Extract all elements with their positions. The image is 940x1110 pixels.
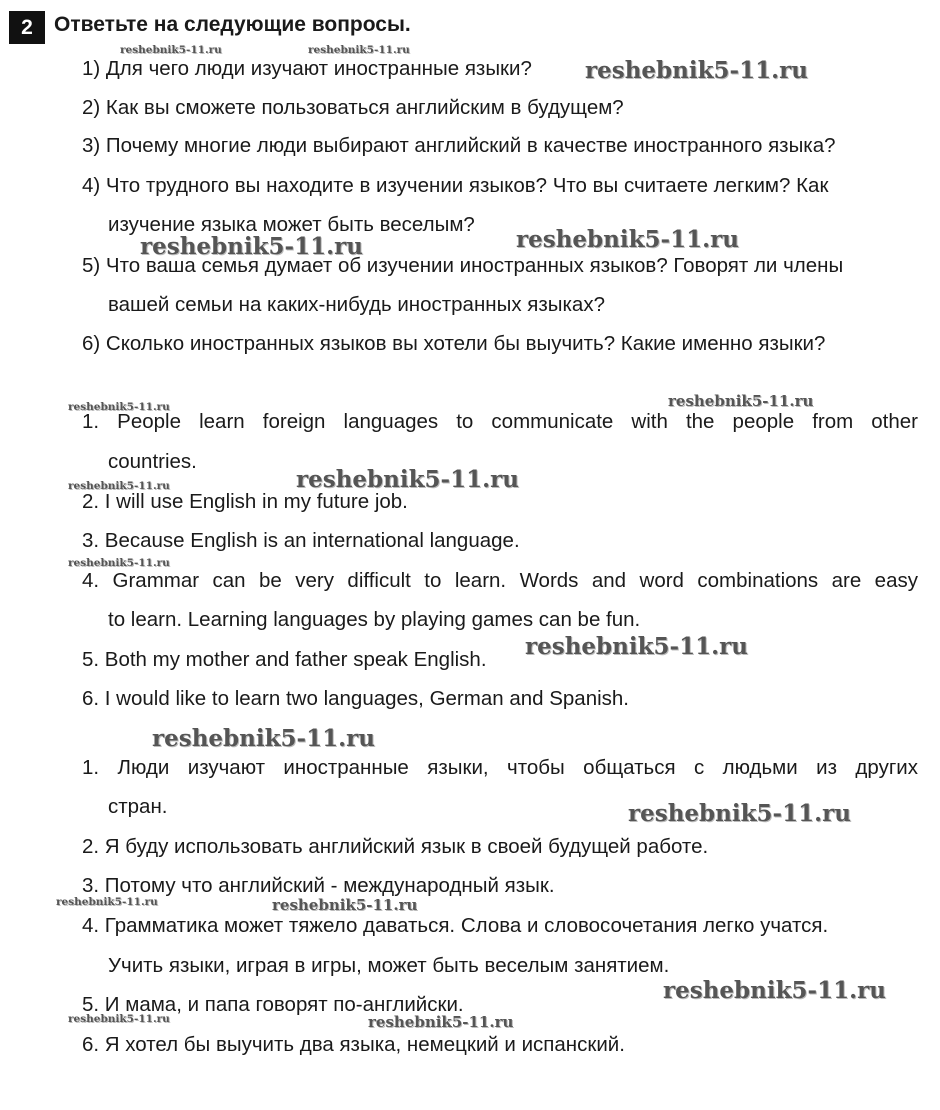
answer-ru-1-line-2: стран. (108, 795, 168, 818)
watermark: reshebnik5-11.ru (272, 896, 418, 914)
question-6: 6) Сколько иностранных языков вы хотели бы выучить? Какие именно языки? (82, 332, 826, 355)
question-1: 1) Для чего люди изучают иностранные языки? (82, 57, 532, 80)
question-3: 3) Почему многие люди выбирают английский в качестве иностранного языка? (82, 134, 836, 157)
watermark: reshebnik5-11.ru (56, 896, 158, 908)
answer-en-1-line-2: countries. (108, 450, 197, 473)
watermark: reshebnik5-11.ru (663, 977, 886, 1004)
watermark: reshebnik5-11.ru (296, 466, 519, 493)
watermark: reshebnik5-11.ru (628, 800, 851, 827)
answer-ru-6: 6. Я хотел бы выучить два языка, немецкий и испанский. (82, 1033, 625, 1056)
answer-en-4-line-2: to learn. Learning languages by playing games can be fun. (108, 608, 641, 631)
watermark: reshebnik5-11.ru (68, 401, 170, 413)
question-5-line-1: 5) Что ваша семья думает об изучении иностранных языков? Говорят ли члены (82, 254, 844, 277)
question-2: 2) Как вы сможете пользоваться английским в будущем? (82, 96, 624, 119)
watermark: reshebnik5-11.ru (152, 725, 375, 752)
answer-en-1-line-1: 1. People learn foreign languages to communicate with the people from other (82, 410, 918, 433)
answer-en-4-line-1: 4. Grammar can be very difficult to learn. Words and word combinations are easy (82, 569, 918, 592)
question-5-line-2: вашей семьи на каких-нибудь иностранных языках? (108, 293, 605, 316)
watermark: reshebnik5-11.ru (68, 1013, 170, 1025)
watermark: reshebnik5-11.ru (308, 44, 410, 56)
watermark: reshebnik5-11.ru (585, 57, 808, 84)
watermark: reshebnik5-11.ru (68, 480, 170, 492)
question-4-line-1: 4) Что трудного вы находите в изучении языков? Что вы считаете легким? Как (82, 174, 829, 197)
task-number-badge: 2 (9, 11, 45, 44)
watermark: reshebnik5-11.ru (140, 233, 363, 260)
answer-ru-4-line-2: Учить языки, играя в игры, может быть веселым занятием. (108, 954, 670, 977)
answer-ru-2: 2. Я буду использовать английский язык в своей будущей работе. (82, 835, 709, 858)
answer-en-2: 2. I will use English in my future job. (82, 490, 408, 513)
answer-ru-4-line-1: 4. Грамматика может тяжело даваться. Слова и словосочетания легко учатся. (82, 914, 829, 937)
watermark: reshebnik5-11.ru (668, 392, 814, 410)
watermark: reshebnik5-11.ru (525, 633, 748, 660)
watermark: reshebnik5-11.ru (516, 226, 739, 253)
watermark: reshebnik5-11.ru (68, 557, 170, 569)
answer-en-6: 6. I would like to learn two languages, German and Spanish. (82, 687, 629, 710)
watermark: reshebnik5-11.ru (120, 44, 222, 56)
watermark: reshebnik5-11.ru (368, 1013, 514, 1031)
task-title: Ответьте на следующие вопросы. (54, 13, 411, 36)
answer-ru-3: 3. Потому что английский - международный язык. (82, 874, 555, 897)
answer-ru-1-line-1: 1. Люди изучают иностранные языки, чтобы общаться с людьми из других (82, 756, 918, 779)
answer-en-5: 5. Both my mother and father speak English. (82, 648, 487, 671)
question-4-line-2: изучение языка может быть веселым? (108, 213, 475, 236)
answer-en-3: 3. Because English is an international language. (82, 529, 520, 552)
answer-ru-5: 5. И мама, и папа говорят по-английски. (82, 993, 464, 1016)
